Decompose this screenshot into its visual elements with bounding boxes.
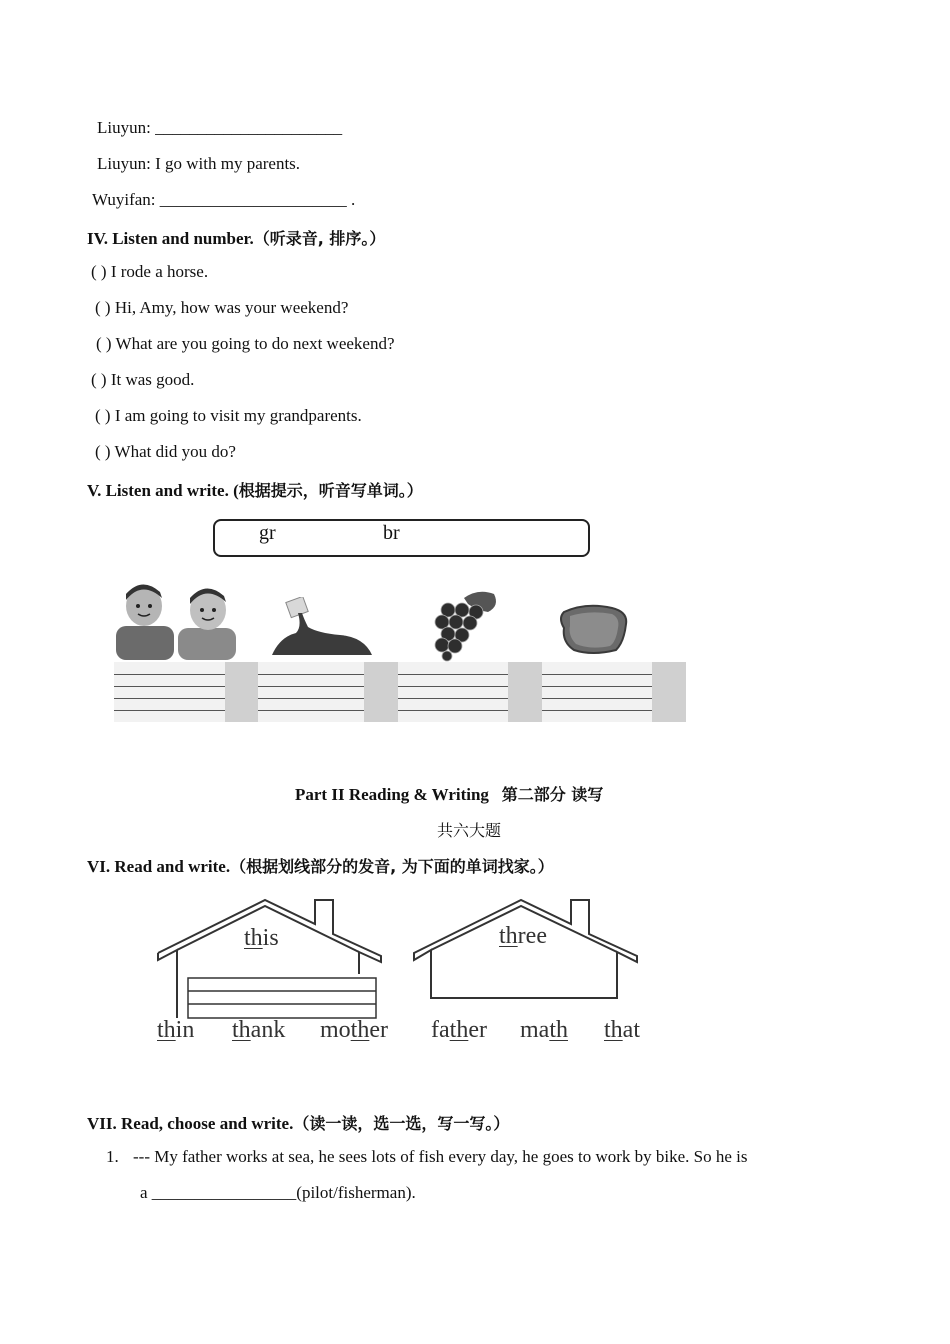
section-4-title-en: IV. Listen and number. xyxy=(87,229,254,248)
list-item: ( ) It was good. xyxy=(91,370,195,389)
question-1-line-2: a _________________(pilot/fisherman). xyxy=(140,1183,416,1202)
section-6-title-en: VI. Read and write. xyxy=(87,857,231,876)
section-6-heading xyxy=(87,854,554,877)
house-this xyxy=(155,898,385,1020)
dialogue-line-1: Liuyun: ______________________ xyxy=(97,118,343,137)
answer-lines-2[interactable] xyxy=(258,662,398,722)
house-word-three: three xyxy=(499,923,547,949)
word-thank: thank xyxy=(232,1017,286,1043)
section-5-heading xyxy=(87,478,423,501)
word-father: father xyxy=(431,1017,487,1043)
house-word-this: this xyxy=(244,925,279,951)
answer-lines-4[interactable] xyxy=(542,662,686,722)
list-item: ( ) I am going to visit my grandparents. xyxy=(95,406,362,425)
house-three xyxy=(411,898,641,1002)
section-7-title-en: VII. Read, choose and write. xyxy=(87,1114,294,1133)
word-thin: thin xyxy=(157,1017,195,1043)
word-mother: mother xyxy=(320,1017,388,1043)
bread-icon xyxy=(556,602,634,658)
option-br: br xyxy=(383,522,400,544)
list-item: ( ) Hi, Amy, how was your weekend? xyxy=(95,298,349,317)
option-gr: gr xyxy=(259,522,276,544)
dialogue-line-2: Liuyun: I go with my parents. xyxy=(97,154,301,173)
part-2-title: Part II Reading & Writing 第二部分 读写 xyxy=(295,785,604,804)
word-math: math xyxy=(520,1017,568,1043)
section-4-title-cn: （听录音, 排序。） xyxy=(253,229,386,248)
dialogue-line-3: Wuyifan: ______________________ . xyxy=(92,190,356,209)
question-1-number: 1. xyxy=(106,1147,119,1166)
section-5-title-en: V. Listen and write. ( xyxy=(87,481,239,500)
grapes-icon xyxy=(428,588,508,662)
list-item: ( ) What did you do? xyxy=(95,442,236,461)
part-2-subtitle: 共六大题 xyxy=(437,821,502,840)
section-7-title-cn: （读一读，选一选，写一写。） xyxy=(293,1114,510,1133)
answer-lines-1[interactable] xyxy=(114,662,259,722)
word-that: that xyxy=(604,1017,640,1043)
question-1-line-1: --- My father works at sea, he sees lots of fish every day, he goes to work by bike. So he is xyxy=(133,1147,748,1166)
list-item: ( ) I rode a horse. xyxy=(91,262,209,281)
list-item: ( ) What are you going to do next weekend? xyxy=(96,334,395,353)
section-5-title-cn: 根据提示，听音写单词。） xyxy=(238,481,423,500)
section-4-heading xyxy=(87,226,385,249)
answer-lines-3[interactable] xyxy=(398,662,542,722)
paint-bucket-icon xyxy=(268,597,376,659)
two-boys-icon xyxy=(112,582,242,660)
section-7-heading xyxy=(87,1111,509,1134)
section-6-title-cn: （根据划线部分的发音, 为下面的单词找家。） xyxy=(230,857,554,876)
